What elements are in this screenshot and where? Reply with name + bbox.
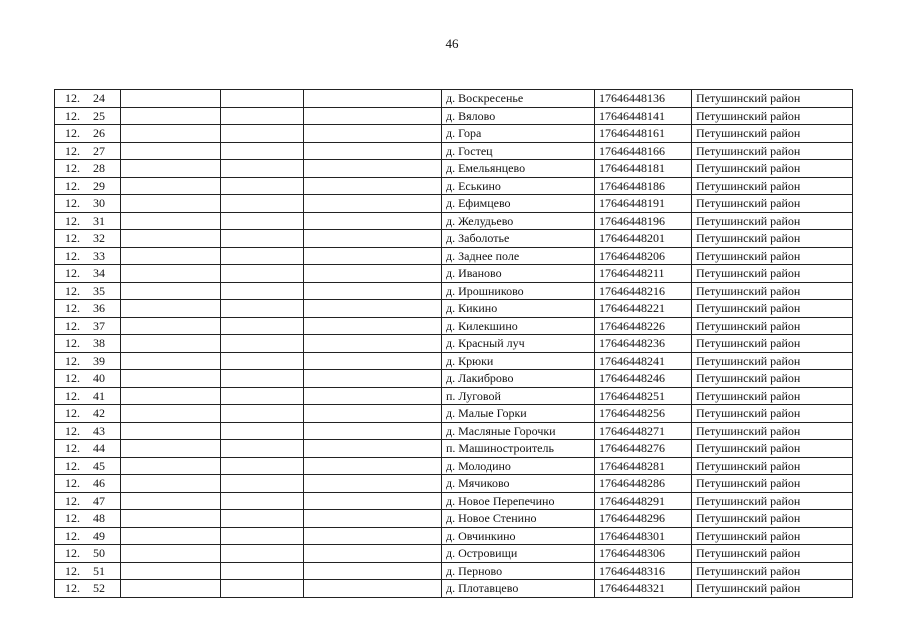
table-row [55,125,853,143]
section-number: 12. [65,283,80,298]
empty-cell [221,527,304,545]
table-row [55,282,853,300]
item-number: 29 [93,178,105,193]
empty-cell [121,317,221,335]
table-row [55,195,853,213]
empty-cell [121,90,221,108]
oktmo-code-cell: 17646448196 [595,212,692,230]
empty-cell [121,457,221,475]
empty-cell [304,177,442,195]
row-number-cell [55,195,121,213]
row-number-cell [55,580,121,598]
settlement-name-cell: д. Островищи [442,545,595,563]
section-number: 12. [65,406,80,421]
settlement-name-cell: д. Мячиково [442,475,595,493]
district-cell: Петушинский район [692,247,853,265]
section-number: 12. [65,91,80,106]
page-number: 46 [445,36,459,51]
empty-cell [221,195,304,213]
settlement-name-cell: д. Ирошниково [442,282,595,300]
empty-cell [304,212,442,230]
empty-cell [304,160,442,178]
row-number-cell [55,125,121,143]
empty-cell [121,352,221,370]
item-number: 47 [93,493,105,508]
empty-cell [121,300,221,318]
section-number: 12. [65,126,80,141]
district-cell: Петушинский район [692,230,853,248]
oktmo-code-cell: 17646448286 [595,475,692,493]
row-number-cell [55,142,121,160]
empty-cell [221,387,304,405]
row-number-cell [55,300,121,318]
section-number: 12. [65,423,80,438]
item-number: 39 [93,353,105,368]
table-row [55,562,853,580]
district-cell: Петушинский район [692,107,853,125]
empty-cell [221,562,304,580]
settlement-name-cell: д. Гостец [442,142,595,160]
empty-cell [121,335,221,353]
empty-cell [221,545,304,563]
section-number: 12. [65,196,80,211]
item-number: 26 [93,126,105,141]
table-row [55,212,853,230]
empty-cell [121,142,221,160]
section-number: 12. [65,458,80,473]
item-number: 45 [93,458,105,473]
section-number: 12. [65,143,80,158]
section-number: 12. [65,178,80,193]
settlement-name-cell: д. Иваново [442,265,595,283]
table-row [55,317,853,335]
row-number-cell [55,457,121,475]
settlement-name-cell: д. Овчинкино [442,527,595,545]
empty-cell [304,370,442,388]
oktmo-code-cell: 17646448161 [595,125,692,143]
row-number-cell [55,475,121,493]
row-number-cell [55,317,121,335]
settlement-name-cell: д. Желудьево [442,212,595,230]
oktmo-code-cell: 17646448281 [595,457,692,475]
empty-cell [304,142,442,160]
table-row [55,370,853,388]
empty-cell [304,300,442,318]
oktmo-code-cell: 17646448251 [595,387,692,405]
oktmo-code-cell: 17646448301 [595,527,692,545]
district-cell: Петушинский район [692,527,853,545]
district-cell: Петушинский район [692,300,853,318]
empty-cell [121,247,221,265]
empty-cell [221,282,304,300]
row-number-cell [55,440,121,458]
empty-cell [121,580,221,598]
row-number-cell [55,247,121,265]
item-number: 46 [93,476,105,491]
empty-cell [121,510,221,528]
district-cell: Петушинский район [692,212,853,230]
district-cell: Петушинский район [692,195,853,213]
settlement-name-cell: д. Перново [442,562,595,580]
settlement-table [54,89,853,598]
oktmo-code-cell: 17646448241 [595,352,692,370]
settlement-name-cell: д. Вялово [442,107,595,125]
empty-cell [221,90,304,108]
district-cell: Петушинский район [692,580,853,598]
item-number: 50 [93,546,105,561]
row-number-cell [55,422,121,440]
oktmo-code-cell: 17646448136 [595,90,692,108]
item-number: 27 [93,143,105,158]
district-cell: Петушинский район [692,440,853,458]
district-cell: Петушинский район [692,562,853,580]
item-number: 30 [93,196,105,211]
empty-cell [304,107,442,125]
empty-cell [121,212,221,230]
section-number: 12. [65,353,80,368]
district-cell: Петушинский район [692,265,853,283]
empty-cell [304,422,442,440]
table-row [55,247,853,265]
table-row [55,265,853,283]
table-row [55,510,853,528]
empty-cell [221,300,304,318]
oktmo-code-cell: 17646448206 [595,247,692,265]
oktmo-code-cell: 17646448141 [595,107,692,125]
empty-cell [121,422,221,440]
empty-cell [121,527,221,545]
oktmo-code-cell: 17646448316 [595,562,692,580]
settlement-name-cell: д. Плотавцево [442,580,595,598]
row-number-cell [55,510,121,528]
settlement-name-cell: д. Красный луч [442,335,595,353]
empty-cell [304,387,442,405]
table-row [55,457,853,475]
empty-cell [121,405,221,423]
district-cell: Петушинский район [692,352,853,370]
settlement-name-cell: д. Лакиброво [442,370,595,388]
empty-cell [304,580,442,598]
section-number: 12. [65,581,80,596]
item-number: 32 [93,231,105,246]
empty-cell [221,212,304,230]
section-number: 12. [65,266,80,281]
empty-cell [121,107,221,125]
row-number-cell [55,527,121,545]
section-number: 12. [65,336,80,351]
table-row [55,475,853,493]
empty-cell [221,475,304,493]
oktmo-code-cell: 17646448236 [595,335,692,353]
item-number: 41 [93,388,105,403]
section-number: 12. [65,511,80,526]
table-row [55,90,853,108]
empty-cell [221,352,304,370]
empty-cell [221,247,304,265]
empty-cell [121,492,221,510]
empty-cell [121,177,221,195]
table-row [55,177,853,195]
empty-cell [221,405,304,423]
empty-cell [304,230,442,248]
section-number: 12. [65,318,80,333]
item-number: 51 [93,563,105,578]
settlement-name-cell: д. Килекшино [442,317,595,335]
table-body [55,90,853,598]
empty-cell [304,352,442,370]
empty-cell [221,125,304,143]
section-number: 12. [65,388,80,403]
empty-cell [221,370,304,388]
oktmo-code-cell: 17646448191 [595,195,692,213]
item-number: 31 [93,213,105,228]
empty-cell [221,230,304,248]
empty-cell [121,265,221,283]
oktmo-code-cell: 17646448296 [595,510,692,528]
empty-cell [304,492,442,510]
empty-cell [121,387,221,405]
row-number-cell [55,562,121,580]
table-row [55,580,853,598]
empty-cell [221,177,304,195]
table-row [55,352,853,370]
settlement-name-cell: д. Новое Перепечино [442,492,595,510]
row-number-cell [55,160,121,178]
table-row [55,230,853,248]
item-number: 43 [93,423,105,438]
empty-cell [121,160,221,178]
table-row [55,300,853,318]
district-cell: Петушинский район [692,457,853,475]
empty-cell [221,317,304,335]
oktmo-code-cell: 17646448246 [595,370,692,388]
settlement-name-cell: д. Кикино [442,300,595,318]
empty-cell [221,580,304,598]
item-number: 28 [93,161,105,176]
oktmo-code-cell: 17646448211 [595,265,692,283]
item-number: 42 [93,406,105,421]
oktmo-code-cell: 17646448321 [595,580,692,598]
item-number: 49 [93,528,105,543]
district-cell: Петушинский район [692,125,853,143]
empty-cell [304,440,442,458]
empty-cell [221,107,304,125]
settlement-name-cell: д. Ефимцево [442,195,595,213]
oktmo-code-cell: 17646448201 [595,230,692,248]
empty-cell [121,562,221,580]
empty-cell [221,457,304,475]
empty-cell [121,125,221,143]
item-number: 36 [93,301,105,316]
empty-cell [221,422,304,440]
item-number: 33 [93,248,105,263]
empty-cell [304,527,442,545]
oktmo-code-cell: 17646448186 [595,177,692,195]
row-number-cell [55,335,121,353]
empty-cell [121,545,221,563]
empty-cell [304,335,442,353]
district-cell: Петушинский район [692,317,853,335]
settlement-name-cell: д. Емельянцево [442,160,595,178]
empty-cell [304,317,442,335]
district-cell: Петушинский район [692,335,853,353]
oktmo-code-cell: 17646448306 [595,545,692,563]
item-number: 37 [93,318,105,333]
district-cell: Петушинский район [692,90,853,108]
item-number: 52 [93,581,105,596]
empty-cell [221,160,304,178]
empty-cell [121,440,221,458]
table-row [55,387,853,405]
oktmo-code-cell: 17646448181 [595,160,692,178]
empty-cell [221,492,304,510]
table-row [55,160,853,178]
empty-cell [304,265,442,283]
item-number: 38 [93,336,105,351]
empty-cell [121,282,221,300]
table-row [55,440,853,458]
district-cell: Петушинский район [692,492,853,510]
table-row [55,107,853,125]
row-number-cell [55,212,121,230]
empty-cell [221,510,304,528]
oktmo-code-cell: 17646448276 [595,440,692,458]
section-number: 12. [65,161,80,176]
section-number: 12. [65,231,80,246]
settlement-name-cell: д. Гора [442,125,595,143]
table-row [55,142,853,160]
oktmo-code-cell: 17646448221 [595,300,692,318]
row-number-cell [55,265,121,283]
oktmo-code-cell: 17646448271 [595,422,692,440]
district-cell: Петушинский район [692,160,853,178]
section-number: 12. [65,213,80,228]
row-number-cell [55,107,121,125]
oktmo-code-cell: 17646448166 [595,142,692,160]
row-number-cell [55,370,121,388]
row-number-cell [55,387,121,405]
empty-cell [304,475,442,493]
district-cell: Петушинский район [692,142,853,160]
section-number: 12. [65,108,80,123]
empty-cell [121,370,221,388]
empty-cell [221,142,304,160]
empty-cell [304,90,442,108]
section-number: 12. [65,563,80,578]
district-cell: Петушинский район [692,475,853,493]
empty-cell [304,125,442,143]
settlement-name-cell: д. Еськино [442,177,595,195]
district-cell: Петушинский район [692,545,853,563]
settlement-name-cell: д. Заднее поле [442,247,595,265]
section-number: 12. [65,248,80,263]
empty-cell [221,265,304,283]
settlement-name-cell: п. Луговой [442,387,595,405]
empty-cell [304,405,442,423]
district-cell: Петушинский район [692,177,853,195]
empty-cell [304,562,442,580]
empty-cell [304,247,442,265]
row-number-cell [55,230,121,248]
row-number-cell [55,545,121,563]
table-row [55,527,853,545]
district-cell: Петушинский район [692,510,853,528]
district-cell: Петушинский район [692,422,853,440]
section-number: 12. [65,301,80,316]
row-number-cell [55,352,121,370]
section-number: 12. [65,371,80,386]
table-row [55,422,853,440]
oktmo-code-cell: 17646448226 [595,317,692,335]
district-cell: Петушинский район [692,370,853,388]
row-number-cell [55,282,121,300]
row-number-cell [55,90,121,108]
section-number: 12. [65,476,80,491]
item-number: 24 [93,91,105,106]
settlement-name-cell: д. Молодино [442,457,595,475]
section-number: 12. [65,493,80,508]
item-number: 35 [93,283,105,298]
table-row [55,492,853,510]
empty-cell [304,195,442,213]
oktmo-code-cell: 17646448291 [595,492,692,510]
settlement-name-cell: д. Заболотье [442,230,595,248]
empty-cell [121,195,221,213]
empty-cell [121,230,221,248]
empty-cell [304,282,442,300]
settlement-name-cell: д. Масляные Горочки [442,422,595,440]
section-number: 12. [65,546,80,561]
table-row [55,405,853,423]
empty-cell [304,510,442,528]
table-row [55,545,853,563]
row-number-cell [55,492,121,510]
district-cell: Петушинский район [692,405,853,423]
table-row [55,335,853,353]
row-number-cell [55,177,121,195]
item-number: 34 [93,266,105,281]
district-cell: Петушинский район [692,282,853,300]
oktmo-code-cell: 17646448256 [595,405,692,423]
item-number: 25 [93,108,105,123]
settlement-name-cell: д. Воскресенье [442,90,595,108]
settlement-name-cell: п. Машиностроитель [442,440,595,458]
section-number: 12. [65,441,80,456]
empty-cell [221,335,304,353]
empty-cell [304,545,442,563]
settlement-name-cell: д. Малые Горки [442,405,595,423]
oktmo-code-cell: 17646448216 [595,282,692,300]
empty-cell [304,457,442,475]
empty-cell [221,440,304,458]
item-number: 44 [93,441,105,456]
settlement-name-cell: д. Крюки [442,352,595,370]
district-cell: Петушинский район [692,387,853,405]
item-number: 40 [93,371,105,386]
item-number: 48 [93,511,105,526]
row-number-cell [55,405,121,423]
section-number: 12. [65,528,80,543]
settlement-name-cell: д. Новое Стенино [442,510,595,528]
empty-cell [121,475,221,493]
